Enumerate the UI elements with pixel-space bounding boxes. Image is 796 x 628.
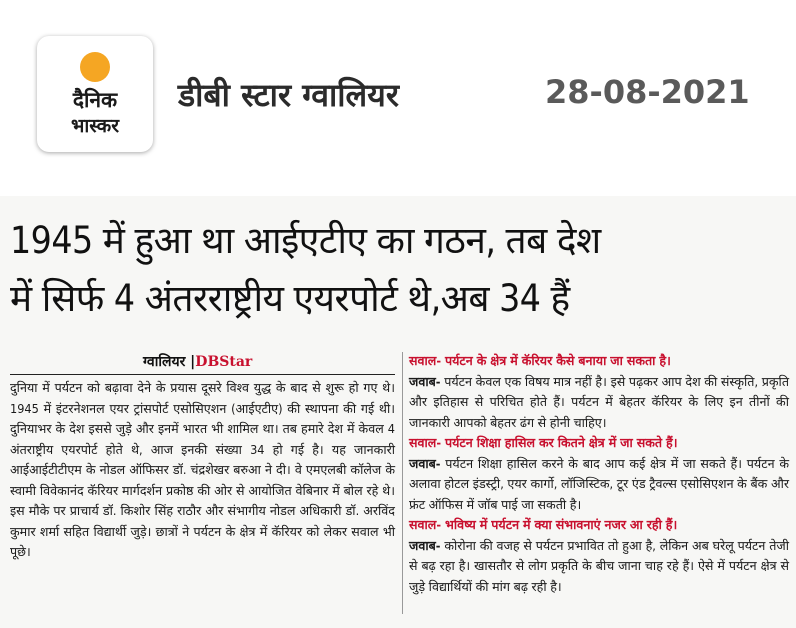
headline-line-1: 1945 में हुआ था आईएटीए का गठन, तब देश (10, 219, 601, 262)
logo-text-line1: दैनिक (72, 88, 118, 112)
dainik-bhaskar-logo[interactable] (37, 36, 153, 152)
byline (143, 352, 252, 371)
question-1: सवाल- पर्यटन के क्षेत्र में कॅरियर कैसे बनाया जा सकता है। (409, 353, 671, 368)
answer-2 (409, 454, 789, 516)
article-headline (10, 212, 786, 328)
logo-text-line2: भास्कर (70, 115, 120, 137)
byline-brand: DBStar (195, 354, 253, 370)
question-3: सवाल- भविष्य में पर्यटन में क्या संभावनाएं नजर आ रही हैं। (409, 517, 678, 532)
publication-date: 28-08-2021 (545, 73, 750, 111)
answer-label: जवाब- (409, 455, 441, 471)
article-body: दुनिया में पर्यटन को बढ़ावा देने के प्रयास दूसरे विश्व युद्ध के बाद से शुरू हो गए थे। 1945 में इंटरनेशनल एयर ट्रांसपोर्ट एसोसिएशन (आईएटीए) की स्थापना की गई थी। दुनियाभर के देश इससे जुड़े और इनमें भारत भी शामिल था। तब हमारे देश में केवल 4 अंतराष्ट्रीय एयरपोर्ट होते थे, आज इनकी संख्या 34 हो गई है। यह जानकारी आईआईटीटीएम के नोडल ऑफिसर डॉ. चंद्रशेखर बरुआ ने दी। वे एमएलबी कॉलेज के स्वामी विवेकानंद कॅरियर मार्गदर्शन प्रकोष्ठ की ओर से आयोजित वेबिनार में बोल रहे थे। इस मौके पर प्राचार्य डॉ. किशोर सिंह राठौर और संभागीय नोडल अधिकारी डॉ. अरविंद कुमार शर्मा सहित विद्यार्थी जुड़े। छात्रों ने पर्यटन के क्षेत्र में कॅरियर को लेकर सवाल भी पूछे। (10, 380, 395, 559)
byline-row (10, 350, 395, 375)
answer-3 (409, 536, 789, 598)
answer-text: पर्यटन केवल एक विषय मात्र नहीं है। इसे पढ़कर आप देश की संस्कृति, प्रकृति और इतिहास से परिचित होते हैं। पर्यटन में बेहतर कॅरियर के लिए इन तीनों की जानकारी आपको बेहतर ढंग से होनी चाहिए। (409, 373, 789, 430)
answer-text: पर्यटन शिक्षा हासिल करने के बाद आप कई क्षेत्र में जा सकते हैं। पर्यटन के अलावा होटल इंडस्ट्री, एयर कार्गो, लॉजिस्टिक, टूर एंड ट्रैवल्स एसोसिएशन के बैंक और फ्रंट ऑफिस में जॉब पाई जा सकती है। (409, 455, 789, 512)
answer-text: कोरोना की वजह से पर्यटन प्रभावित तो हुआ है, लेकिन अब घरेलू पर्यटन तेजी से बढ़ रहा है। खासतौर से लोग प्रकृति के बीच जाना चाह रहे हैं। ऐसे में पर्यटन क्षेत्र से जुड़े विद्यार्थियों की मांग बढ़ रही है। (409, 537, 789, 594)
qa-column (409, 351, 789, 597)
answer-label: जवाब- (409, 537, 441, 553)
headline-line-2: में सिर्फ 4 अंतरराष्ट्रीय एयरपोर्ट थे,अब 34 हैं (10, 277, 570, 320)
sun-icon (80, 52, 110, 82)
column-divider (402, 352, 403, 614)
answer-label: जवाब- (409, 373, 441, 389)
answer-1 (409, 372, 789, 434)
masthead-title: डीबी स्टार ग्वालियर (178, 76, 399, 114)
question-2: सवाल- पर्यटन शिक्षा हासिल कर कितने क्षेत्र में जा सकते हैं। (409, 435, 678, 450)
header-bar (0, 0, 796, 190)
byline-place: ग्वालियर | (143, 354, 196, 370)
